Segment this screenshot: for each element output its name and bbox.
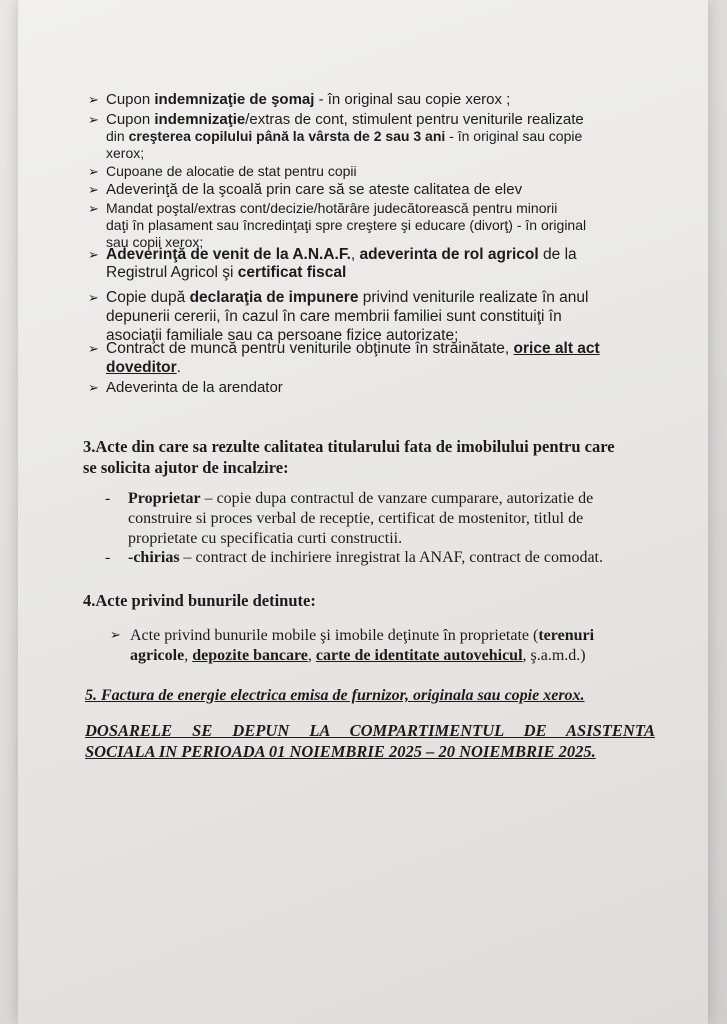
list-item: ➢ Cupon indemnizaţie de şomaj - în original sau copie xerox ; bbox=[88, 91, 511, 108]
arrow-bullet-icon: ➢ bbox=[110, 628, 121, 643]
tenant-paragraph: - -chirias – contract de inchiriere inregistrat la ANAF, contract de comodat. bbox=[105, 549, 603, 566]
notice-line-1: DOSARELE SE DEPUN LA COMPARTIMENTUL DE ASISTENTA bbox=[85, 721, 655, 740]
section-5-text: 5. Factura de energie electrica emisa de furnizor, originala sau copie xerox. bbox=[85, 687, 585, 704]
list-item: ➢ Adeverinţă de la şcoală prin care să se ateste calitatea de elev bbox=[88, 181, 523, 198]
list-item: ➢ Acte privind bunurile mobile şi imobile deţinute în proprietate (terenuri agricole, depozite bancare, carte de identitate autovehicul, ş.a.m.d.) bbox=[110, 627, 595, 664]
list-item: ➢ Contract de muncă pentru veniturile obţinute în străinătate, orice alt act doveditor. bbox=[88, 340, 600, 376]
arrow-bullet-icon: ➢ bbox=[88, 290, 99, 305]
arrow-bullet-icon: ➢ bbox=[88, 341, 99, 356]
list-item: ➢ Cupon indemnizaţie/extras de cont, stimulent pentru veniturile realizate din creşterea copilului până la vârsta de 2 sau 3 ani - în original sau copie xerox; bbox=[88, 111, 584, 161]
arrow-bullet-icon: ➢ bbox=[88, 182, 99, 197]
list-item: ➢ Adeverinţă de venit de la A.N.A.F., adeverinta de rol agricol de la Registrul Agricol şi certificat fiscal bbox=[88, 246, 577, 281]
notice-line-2: SOCIALA IN PERIOADA 01 NOIEMBRIE 2025 – 20 NOIEMBRIE 2025. bbox=[85, 742, 596, 761]
section-heading: 4.Acte privind bunurile detinute: bbox=[83, 591, 316, 610]
list-item: ➢ Mandat poştal/extras cont/decizie/hotărâre judecătorească pentru minorii daţi în plasament sau încredinţaţi spre creştere şi educare (divorţ) - în original sau copii xerox; bbox=[88, 200, 587, 250]
arrow-bullet-icon: ➢ bbox=[88, 247, 99, 262]
owner-paragraph: - Proprietar – copie dupa contractul de vanzare cumparare, autorizatie de construire si proces verbal de receptie, certificat de mostenitor, titlul de proprietate cu specificatia curti constructii. bbox=[105, 490, 594, 547]
dash-bullet: - bbox=[105, 549, 111, 566]
arrow-bullet-icon: ➢ bbox=[88, 92, 99, 107]
list-item: ➢ Copie după declaraţia de impunere privind veniturile realizate în anul depunerii cererii, în cazul în care membrii familiei sunt constituiţi în asociaţii familiale sau ca persoane fizice autorizate; bbox=[88, 289, 589, 344]
list-item: ➢ Adeverinta de la arendator bbox=[88, 379, 283, 396]
list-item: ➢ Cupoane de alocatie de stat pentru copii bbox=[88, 163, 357, 179]
arrow-bullet-icon: ➢ bbox=[88, 201, 99, 216]
arrow-bullet-icon: ➢ bbox=[88, 164, 99, 179]
section-heading: 3.Acte din care sa rezulte calitatea titularului fata de imobilului pentru care se solicita ajutor de incalzire: bbox=[83, 437, 615, 477]
arrow-bullet-icon: ➢ bbox=[88, 380, 99, 395]
arrow-bullet-icon: ➢ bbox=[88, 112, 99, 127]
dash-bullet: - bbox=[105, 490, 111, 507]
